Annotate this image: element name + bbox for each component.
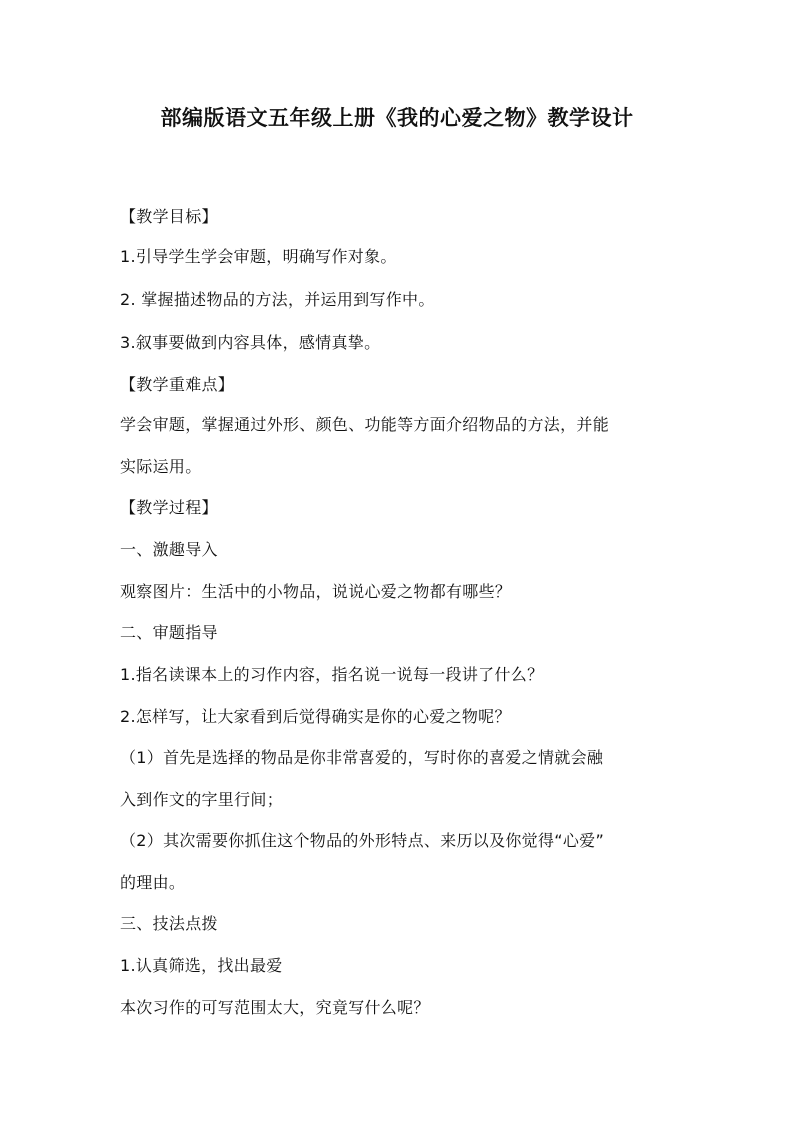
paragraph-line: 学会审题，掌握通过外形、颜色、功能等方面介绍物品的方法，并能: [120, 415, 610, 434]
paragraph-line: 1.认真筛选，找出最爱: [120, 956, 283, 975]
objective-item: 2. 掌握描述物品的方法，并运用到写作中。: [120, 290, 435, 309]
paragraph-line: 本次习作的可写范围太大，究竟写什么呢？: [120, 998, 430, 1017]
section-heading-objectives: 【教学目标】: [120, 207, 218, 226]
section-heading-key-points: 【教学重难点】: [120, 375, 235, 394]
paragraph-line: （2）其次需要你抓住这个物品的外形特点、来历以及你觉得“心爱”: [120, 831, 605, 850]
subheading: 三、技法点拨: [120, 914, 218, 933]
paragraph-line: 入到作文的字里行间；: [120, 790, 284, 809]
subheading: 二、审题指导: [120, 623, 218, 642]
subheading: 一、激趣导入: [120, 540, 218, 559]
paragraph-line: 观察图片：生活中的小物品，说说心爱之物都有哪些？: [120, 582, 512, 601]
paragraph-line: 的理由。: [120, 873, 186, 892]
paragraph-line: （1）首先是选择的物品是你非常喜爱的，写时你的喜爱之情就会融: [120, 748, 604, 767]
objective-item: 1.引导学生学会审题，明确写作对象。: [120, 247, 397, 266]
paragraph-line: 2.怎样写，让大家看到后觉得确实是你的心爱之物呢？: [120, 707, 511, 726]
paragraph-line: 1.指名读课本上的习作内容，指名说一说每一段讲了什么？: [120, 665, 544, 684]
paragraph-line: 实际运用。: [120, 457, 202, 476]
objective-item: 3.叙事要做到内容具体，感情真挚。: [120, 333, 381, 352]
document-title: 部编版语文五年级上册《我的心爱之物》教学设计: [160, 106, 634, 130]
section-heading-process: 【教学过程】: [120, 498, 218, 517]
